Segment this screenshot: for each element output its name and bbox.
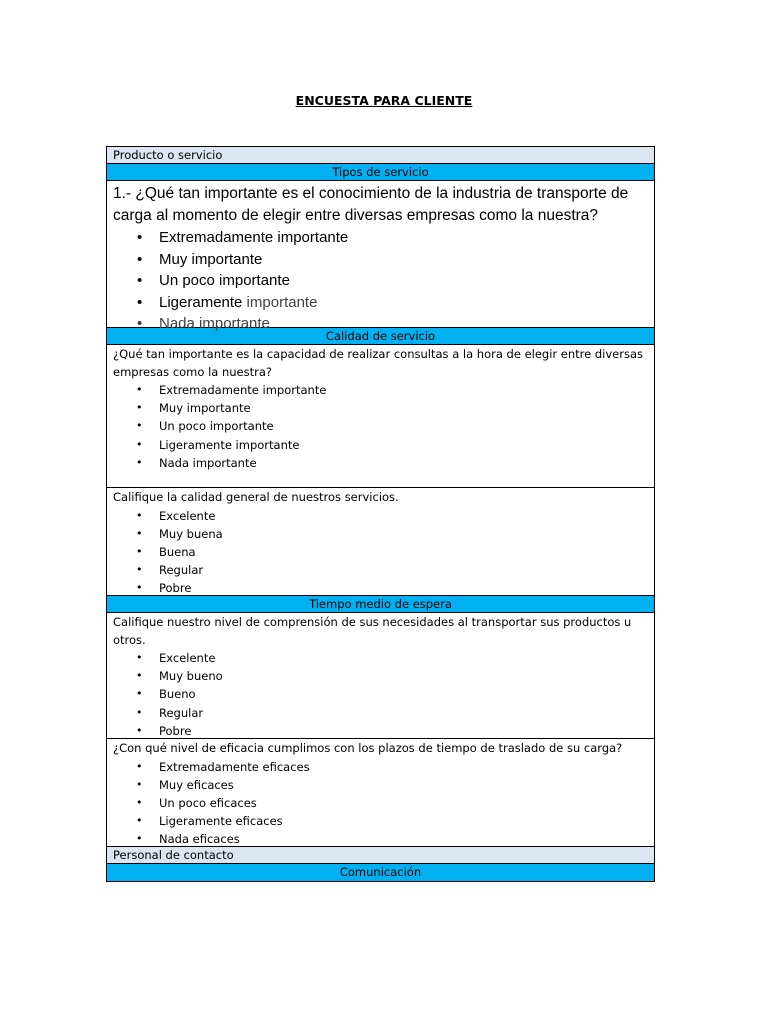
section-comunicacion: Comunicación <box>107 864 654 881</box>
question-2-option <box>113 454 648 472</box>
question-3-option <box>113 525 648 543</box>
option-label: Bueno <box>159 687 196 702</box>
option-label: Ligeramente <box>159 293 243 311</box>
option-label: Un poco importante <box>159 272 290 290</box>
question-5 <box>107 739 654 847</box>
bullet-icon: • <box>137 293 143 311</box>
survey-table <box>106 146 655 882</box>
option-label: Ligeramente importante <box>159 437 300 452</box>
question-3 <box>107 488 654 596</box>
question-3-option <box>113 561 648 579</box>
question-4-text: Califique nuestro nivel de comprensión de sus necesidades al transportar sus productos u otros. <box>113 615 632 647</box>
bullet-icon: • <box>136 651 143 664</box>
question-2-option <box>113 399 648 417</box>
option-label: Buena <box>159 544 196 559</box>
question-4-option <box>113 649 648 667</box>
question-1-option <box>113 227 648 249</box>
bullet-icon: • <box>136 437 143 451</box>
bullet-icon: • <box>136 544 143 558</box>
bullet-icon: • <box>136 795 143 809</box>
question-1-option <box>113 270 648 292</box>
question-5-option <box>113 794 648 812</box>
option-label-tail: importante <box>242 293 318 311</box>
option-label: Regular <box>159 705 204 720</box>
bullet-icon: • <box>136 669 143 683</box>
question-3-text: Califique la calidad general de nuestros servicios. <box>113 490 399 504</box>
question-5-option <box>113 776 648 794</box>
question-3-options <box>113 507 648 598</box>
bullet-icon: • <box>137 229 143 246</box>
option-label: Extremadamente importante <box>159 383 327 397</box>
bullet-icon: • <box>136 455 143 469</box>
option-label: Extremadamente eficaces <box>159 759 310 774</box>
option-label: Pobre <box>159 723 192 738</box>
option-label: Nada eficaces <box>159 832 240 847</box>
question-3-option <box>113 507 648 525</box>
bullet-icon: • <box>136 814 143 828</box>
question-5-option <box>113 830 648 848</box>
question-4-option <box>113 704 648 722</box>
question-3-option <box>113 543 648 561</box>
bullet-icon: • <box>136 401 143 415</box>
bullet-icon: • <box>136 723 143 737</box>
option-label: Excelente <box>159 651 216 665</box>
question-1-text: 1.- ¿Qué tan importante es el conocimiento de la industria de transporte de carga al momento de elegir entre diversas empresas como la nuestra? <box>113 185 629 224</box>
bullet-icon: • <box>136 687 143 701</box>
bullet-icon: • <box>136 705 143 719</box>
question-2-option <box>113 417 648 435</box>
option-label: Extremadamente importante <box>159 229 349 246</box>
option-label: Pobre <box>159 581 192 596</box>
bullet-icon: • <box>136 832 143 846</box>
bullet-icon: • <box>136 419 143 433</box>
question-5-option <box>113 812 648 830</box>
row-producto-o-servicio: Producto o servicio <box>107 147 654 164</box>
bullet-icon: • <box>136 526 143 540</box>
option-label: Nada importante <box>159 455 257 470</box>
question-5-text: ¿Con qué nivel de eficacia cumplimos con los plazos de tiempo de traslado de su carga? <box>113 741 623 755</box>
option-label: Muy bueno <box>159 669 223 684</box>
question-3-option <box>113 579 648 597</box>
bullet-icon: • <box>136 508 143 522</box>
section-tipos-de-servicio: Tipos de servicio <box>107 164 654 181</box>
bullet-icon: • <box>137 250 143 268</box>
question-4-option <box>113 667 648 685</box>
question-1 <box>107 181 654 333</box>
bullet-icon: • <box>136 563 143 577</box>
question-1-option <box>113 249 648 271</box>
option-label: Muy importante <box>159 250 263 268</box>
option-label: Regular <box>159 563 204 578</box>
question-4-option <box>113 722 648 740</box>
question-2 <box>107 345 654 488</box>
option-label: Muy importante <box>159 401 251 416</box>
question-4 <box>107 613 654 739</box>
bullet-icon: • <box>136 383 143 396</box>
bullet-icon: • <box>136 759 143 773</box>
document-title: ENCUESTA PARA CLIENTE <box>295 93 473 108</box>
question-2-options <box>113 381 648 472</box>
option-label: Un poco eficaces <box>159 795 257 810</box>
question-5-option <box>113 758 648 776</box>
bullet-icon: • <box>137 272 143 290</box>
option-label: Muy buena <box>159 526 223 541</box>
bullet-icon: • <box>137 315 143 333</box>
question-1-option <box>113 292 648 314</box>
section-calidad-de-servicio: Calidad de servicio <box>107 328 654 345</box>
question-5-options <box>113 758 648 849</box>
option-label: Nada importante <box>159 315 270 333</box>
option-label: Excelente <box>159 508 216 523</box>
question-1-options <box>113 227 648 335</box>
question-2-text: ¿Qué tan importante es la capacidad de realizar consultas a la hora de elegir entre diversas empresas como la nuestra? <box>113 347 644 379</box>
bullet-icon: • <box>136 777 143 791</box>
section-tiempo-medio-de-espera: Tiempo medio de espera <box>107 596 654 613</box>
option-label: Ligeramente eficaces <box>159 814 283 829</box>
option-label: Un poco importante <box>159 419 274 434</box>
question-4-option <box>113 685 648 703</box>
question-4-options <box>113 649 648 740</box>
bullet-icon: • <box>136 581 143 595</box>
question-2-option <box>113 381 648 399</box>
row-personal-de-contacto: Personal de contacto <box>107 847 654 864</box>
question-2-option <box>113 436 648 454</box>
option-label: Muy eficaces <box>159 777 234 792</box>
question-1-option <box>113 313 648 335</box>
